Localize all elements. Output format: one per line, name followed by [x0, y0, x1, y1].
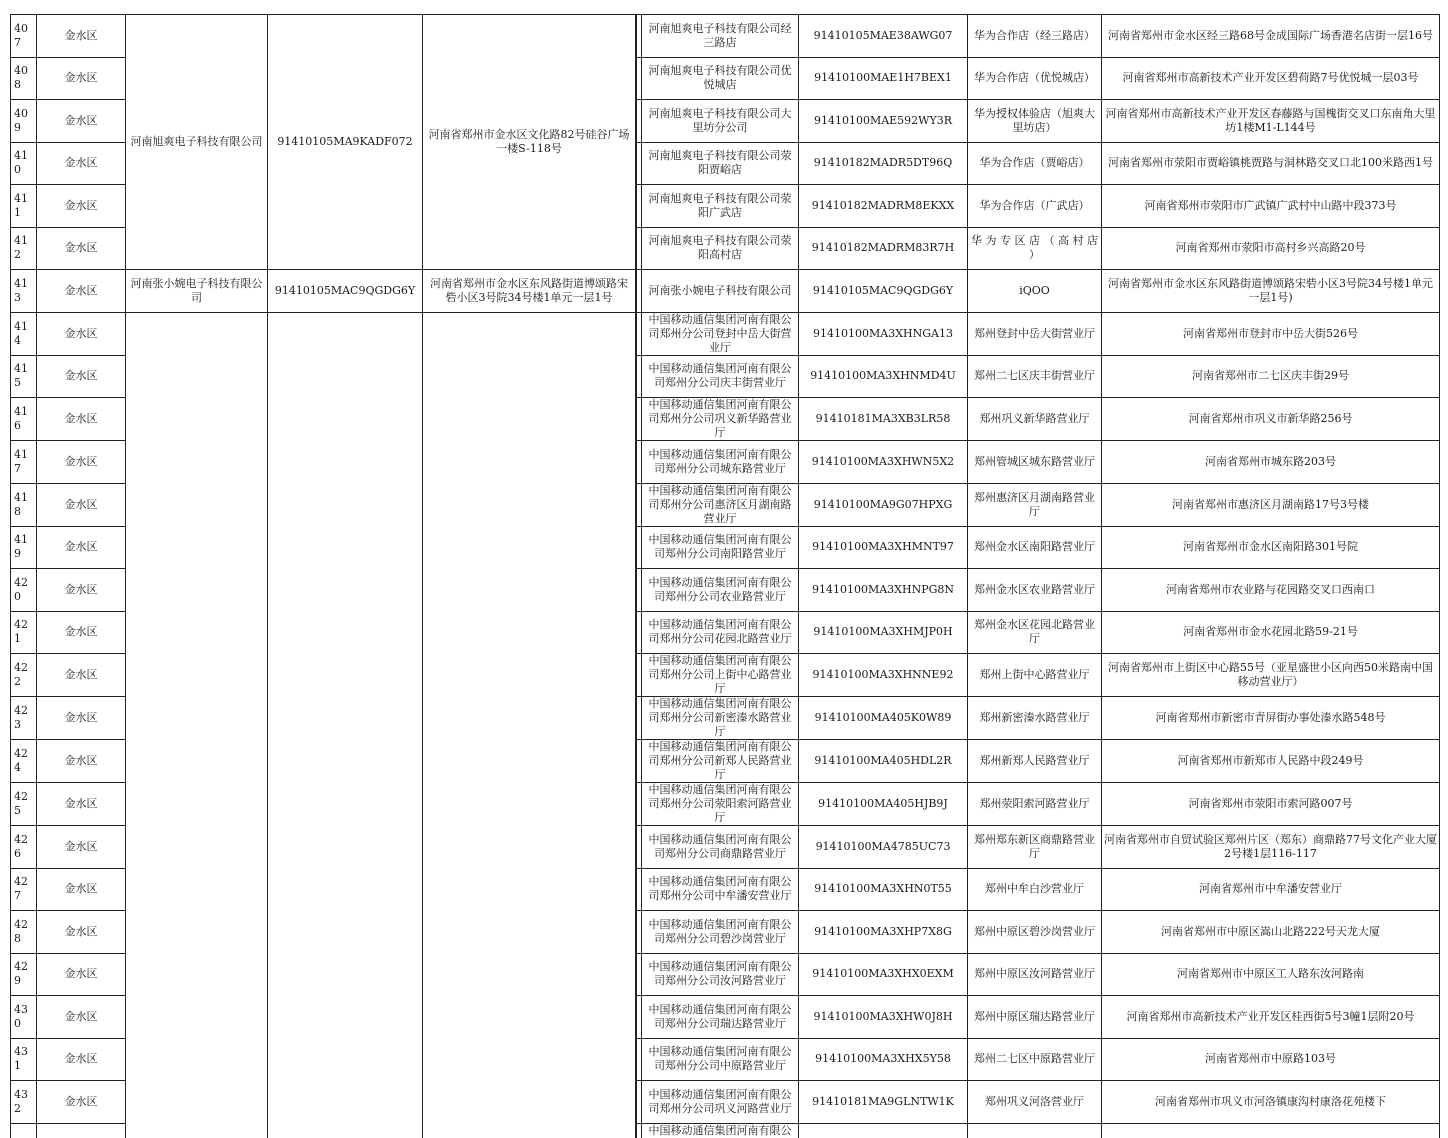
row-number: 422 [10, 654, 37, 697]
store-company-cell: 河南旭爽电子科技有限公司大里坊分公司 [642, 100, 799, 143]
store-name-cell: 郑州新密溱水路营业厅 [968, 697, 1102, 740]
store-name-cell: 郑州巩义新华路营业厅 [968, 398, 1102, 441]
store-company-cell: 中国移动通信集团河南有限公司郑州分公司巩义河路营业厅 [642, 1081, 799, 1124]
store-address-cell: 河南省郑州市荥阳市索河路007号 [1102, 783, 1440, 826]
table-body [10, 14, 1440, 1138]
store-company-cell: 中国移动通信集团河南有限公司郑州分公司巩义新华路营业厅 [642, 398, 799, 441]
store-name-cell: iQOO [968, 270, 1102, 313]
store-credit-code-cell: 91410100MA405HDL2R [799, 740, 968, 783]
row-number: 414 [10, 313, 37, 356]
store-name-cell: 华为合作店（广武店） [968, 185, 1102, 228]
district-cell: 金水区 [37, 654, 126, 697]
row-number: 429 [10, 954, 37, 997]
store-credit-code-cell: 91410182MADRM83R7H [799, 228, 968, 271]
store-credit-code-cell: 91410100MA3XHW0J8H [799, 996, 968, 1039]
store-address-cell: 河南省郑州市新密市青屏街办事处溱水路548号 [1102, 697, 1440, 740]
district-cell: 金水区 [37, 1039, 126, 1082]
store-address-cell: 河南省郑州市中原区嵩山北路222号天龙大厦 [1102, 911, 1440, 954]
district-cell: 金水区 [37, 356, 126, 399]
row-number: 427 [10, 869, 37, 912]
row-number: 420 [10, 569, 37, 612]
store-company-cell: 中国移动通信集团河南有限公司郑州分公司商鼎路营业厅 [642, 826, 799, 869]
district-cell: 金水区 [37, 527, 126, 570]
store-list-table [10, 14, 1440, 1138]
district-cell: 金水区 [37, 869, 126, 912]
row-number: 407 [10, 14, 37, 58]
store-name-cell: 郑州巩义河洛营业厅 [968, 1081, 1102, 1124]
store-name-cell: 郑州金水区南阳路营业厅 [968, 527, 1102, 570]
district-cell: 金水区 [37, 911, 126, 954]
store-credit-code-cell: 91410100MA3XHX5Y58 [799, 1039, 968, 1082]
district-cell: 金水区 [37, 441, 126, 484]
spreadsheet [10, 14, 1440, 1138]
credit-code-cell [268, 313, 423, 1138]
store-credit-code-cell: 91410182MADRM8EKXX [799, 185, 968, 228]
store-name-cell: 华为合作店（贾峪店） [968, 143, 1102, 186]
store-credit-code-cell: 91410100MA405HJB9J [799, 783, 968, 826]
store-company-cell: 中国移动通信集团河南有限公司郑州分公司农业路营业厅 [642, 569, 799, 612]
store-company-cell: 中国移动通信集团河南有限公司郑州分公司荥阳索河路营业厅 [642, 783, 799, 826]
store-name-cell: 华为授权体验店（旭爽大里坊店） [968, 100, 1102, 143]
store-credit-code-cell: 91410105MAE38AWG07 [799, 14, 968, 58]
store-address-cell: 河南省郑州市荥阳市贾峪镇桃贾路与洞林路交叉口北100米路西1号 [1102, 143, 1440, 186]
row-number: 415 [10, 356, 37, 399]
credit-code-cell: 91410105MAC9QGDG6Y [268, 270, 423, 313]
district-cell: 金水区 [37, 740, 126, 783]
store-credit-code-cell: 91410181MA9GLNTW1K [799, 1081, 968, 1124]
row-number: 421 [10, 612, 37, 655]
store-credit-code-cell: 91410100MA3XHNNE92 [799, 654, 968, 697]
store-company-cell: 河南旭爽电子科技有限公司荥阳广武店 [642, 185, 799, 228]
row-number: 432 [10, 1081, 37, 1124]
row-number: 419 [10, 527, 37, 570]
store-company-cell: 中国移动通信集团河南有限公司郑州分公司碧沙岗营业厅 [642, 911, 799, 954]
row-number: 425 [10, 783, 37, 826]
store-credit-code-cell: 91410100MA3XHNMD4U [799, 356, 968, 399]
store-credit-code-cell: 91410100MA9G07HPXG [799, 484, 968, 527]
store-credit-code-cell: 91410100MA3XHNPG8N [799, 569, 968, 612]
store-company-cell: 河南旭爽电子科技有限公司荥阳贾峪店 [642, 143, 799, 186]
store-company-cell: 河南张小婉电子科技有限公司 [642, 270, 799, 313]
row-number: 411 [10, 185, 37, 228]
store-company-cell: 中国移动通信集团河南有限公司郑州分公司惠济区月湖南路营业厅 [642, 484, 799, 527]
store-name-cell: 郑州惠济区月湖南路营业厅 [968, 484, 1102, 527]
store-credit-code-cell: 91410100MA3XHMNT97 [799, 527, 968, 570]
store-credit-code-cell: 91410100MAE592WY3R [799, 100, 968, 143]
store-address-cell: 河南省郑州市农业路与花园路交叉口西南口 [1102, 569, 1440, 612]
store-credit-code-cell: 91410100MA3XHP7X8G [799, 911, 968, 954]
row-number: 417 [10, 441, 37, 484]
row-number: 430 [10, 996, 37, 1039]
store-address-cell: 河南省郑州市金水区东风路街道博颂路宋砦小区3号院34号楼1单元一层1号) [1102, 270, 1440, 313]
store-company-cell: 中国移动通信集团河南有限公司郑州分公司花园北路营业厅 [642, 612, 799, 655]
store-name-cell: 郑州二七区中原路营业厅 [968, 1039, 1102, 1082]
district-cell: 金水区 [37, 612, 126, 655]
district-cell: 金水区 [37, 270, 126, 313]
store-address-cell: 河南省郑州市金水区南阳路301号院 [1102, 527, 1440, 570]
store-address-cell: 河南省郑州市惠济区月湖南路17号3号楼 [1102, 484, 1440, 527]
store-address-cell: 河南省郑州市中原路103号 [1102, 1039, 1440, 1082]
store-address-cell: 河南省郑州市荥阳市高村乡兴高路20号 [1102, 228, 1440, 271]
store-company-cell: 中国移动通信集团河南有限公司郑州分公司瑞达路营业厅 [642, 996, 799, 1039]
table-row [10, 270, 1440, 313]
store-name-cell: 郑州中牟白沙营业厅 [968, 869, 1102, 912]
store-credit-code-cell: 91410100MA3XHMJP0H [799, 612, 968, 655]
store-address-cell [1102, 1124, 1440, 1138]
store-credit-code-cell: 91410100MAE1H7BEX1 [799, 58, 968, 101]
store-name-cell: 郑州新郑人民路营业厅 [968, 740, 1102, 783]
store-name-cell: 郑州登封中岳大街营业厅 [968, 313, 1102, 356]
store-company-cell: 河南旭爽电子科技有限公司经三路店 [642, 14, 799, 58]
district-cell: 金水区 [37, 1081, 126, 1124]
row-number: 424 [10, 740, 37, 783]
store-name-cell: 郑州荥阳索河路营业厅 [968, 783, 1102, 826]
store-company-cell: 中国移动通信集团河南有限公司郑州分公司新郑人民路营业厅 [642, 740, 799, 783]
company-cell [126, 313, 268, 1138]
table-row [10, 313, 1440, 356]
store-company-cell: 中国移动通信集团河南有限公司郑州分公司上街中心路营业厅 [642, 654, 799, 697]
store-address-cell: 河南省郑州市金水花园北路59-21号 [1102, 612, 1440, 655]
store-name-cell: 郑州金水区花园北路营业厅 [968, 612, 1102, 655]
district-cell: 金水区 [37, 484, 126, 527]
store-company-cell: 中国移动通信集团河南有限公司郑州分公司登封中岳大街营业厅 [642, 313, 799, 356]
district-cell: 金水区 [37, 228, 126, 271]
store-name-cell: 郑州中原区汝河路营业厅 [968, 954, 1102, 997]
store-credit-code-cell: 91410100MA3XHN0T55 [799, 869, 968, 912]
store-address-cell: 河南省郑州市二七区庆丰街29号 [1102, 356, 1440, 399]
store-credit-code-cell: 91410100MA4785UC73 [799, 826, 968, 869]
company-cell: 河南旭爽电子科技有限公司 [126, 14, 268, 270]
store-company-cell: 中国移动通信集团河南有限公 [642, 1124, 799, 1138]
store-address-cell: 河南省郑州市自贸试验区郑州片区（郑东）商鼎路77号文化产业大厦2号楼1层116-117 [1102, 826, 1440, 869]
store-credit-code-cell: 91410100MA405K0W89 [799, 697, 968, 740]
row-number: 410 [10, 143, 37, 186]
company-address-cell: 河南省郑州市金水区文化路82号硅谷广场一楼S-118号 [423, 14, 636, 270]
store-company-cell: 中国移动通信集团河南有限公司郑州分公司新密溱水路营业厅 [642, 697, 799, 740]
store-company-cell: 中国移动通信集团河南有限公司郑州分公司汝河路营业厅 [642, 954, 799, 997]
store-address-cell: 河南省郑州市城东路203号 [1102, 441, 1440, 484]
store-name-cell: 郑州二七区庆丰街营业厅 [968, 356, 1102, 399]
row-number: 408 [10, 58, 37, 101]
store-name-cell: 华为合作店（优悦城店） [968, 58, 1102, 101]
store-credit-code-cell: 91410182MADR5DT96Q [799, 143, 968, 186]
store-company-cell: 河南旭爽电子科技有限公司优悦城店 [642, 58, 799, 101]
store-address-cell: 河南省郑州市金水区经三路68号金成国际广场香港名店街一层16号 [1102, 14, 1440, 58]
row-number: 426 [10, 826, 37, 869]
district-cell: 金水区 [37, 996, 126, 1039]
store-name-cell [968, 1124, 1102, 1138]
store-address-cell: 河南省郑州市上街区中心路55号（亚星盛世小区向西50米路南中国移动营业厅） [1102, 654, 1440, 697]
store-address-cell: 河南省郑州市中原区工人路东汝河路南 [1102, 954, 1440, 997]
district-cell: 金水区 [37, 185, 126, 228]
store-company-cell: 中国移动通信集团河南有限公司郑州分公司南阳路营业厅 [642, 527, 799, 570]
store-credit-code-cell: 91410100MA3XHWN5X2 [799, 441, 968, 484]
company-address-cell [423, 313, 636, 1138]
district-cell [37, 1124, 126, 1138]
district-cell: 金水区 [37, 143, 126, 186]
store-company-cell: 中国移动通信集团河南有限公司郑州分公司中牟潘安营业厅 [642, 869, 799, 912]
row-number: 416 [10, 398, 37, 441]
store-name-cell: 华为合作店（经三路店） [968, 14, 1102, 58]
store-name-cell: 郑州金水区农业路营业厅 [968, 569, 1102, 612]
store-credit-code-cell: 91410100MA3XHNGA13 [799, 313, 968, 356]
row-number: 409 [10, 100, 37, 143]
store-address-cell: 河南省郑州市高新技术产业开发区碧荷路7号优悦城一层03号 [1102, 58, 1440, 101]
company-address-cell: 河南省郑州市金水区东风路街道博颂路宋砦小区3号院34号楼1单元一层1号 [423, 270, 636, 313]
district-cell: 金水区 [37, 697, 126, 740]
district-cell: 金水区 [37, 826, 126, 869]
row-number: 412 [10, 228, 37, 271]
row-number [10, 1124, 37, 1138]
store-address-cell: 河南省郑州市高新技术产业开发区春藤路与国槐街交叉口东南角大里坊1楼M1-L144号 [1102, 100, 1440, 143]
store-address-cell: 河南省郑州市中牟潘安营业厅 [1102, 869, 1440, 912]
row-number: 428 [10, 911, 37, 954]
store-name-cell: 华 为 专 区 店 （ 高 村 店 ） [968, 228, 1102, 271]
credit-code-cell: 91410105MA9KADF072 [268, 14, 423, 270]
store-name-cell: 郑州管城区城东路营业厅 [968, 441, 1102, 484]
table-row [10, 14, 1440, 58]
district-cell: 金水区 [37, 783, 126, 826]
district-cell: 金水区 [37, 100, 126, 143]
store-name-cell: 郑州郑东新区商鼎路营业厅 [968, 826, 1102, 869]
district-cell: 金水区 [37, 954, 126, 997]
district-cell: 金水区 [37, 58, 126, 101]
row-number: 413 [10, 270, 37, 313]
store-company-cell: 河南旭爽电子科技有限公司荥阳高村店 [642, 228, 799, 271]
store-credit-code-cell: 91410100MA3XHX0EXM [799, 954, 968, 997]
store-credit-code-cell: 91410105MAC9QGDG6Y [799, 270, 968, 313]
store-address-cell: 河南省郑州市荥阳市广武镇广武村中山路中段373号 [1102, 185, 1440, 228]
store-name-cell: 郑州上街中心路营业厅 [968, 654, 1102, 697]
store-address-cell: 河南省郑州市登封市中岳大街526号 [1102, 313, 1440, 356]
store-name-cell: 郑州中原区瑞达路营业厅 [968, 996, 1102, 1039]
district-cell: 金水区 [37, 313, 126, 356]
store-company-cell: 中国移动通信集团河南有限公司郑州分公司城东路营业厅 [642, 441, 799, 484]
company-cell: 河南张小婉电子科技有限公司 [126, 270, 268, 313]
district-cell: 金水区 [37, 398, 126, 441]
store-credit-code-cell: 91410181MA3XB3LR58 [799, 398, 968, 441]
store-address-cell: 河南省郑州市高新技术产业开发区桂西街5号3幢1层附20号 [1102, 996, 1440, 1039]
row-number: 431 [10, 1039, 37, 1082]
store-company-cell: 中国移动通信集团河南有限公司郑州分公司中原路营业厅 [642, 1039, 799, 1082]
district-cell: 金水区 [37, 569, 126, 612]
row-number: 418 [10, 484, 37, 527]
district-cell: 金水区 [37, 14, 126, 58]
store-company-cell: 中国移动通信集团河南有限公司郑州分公司庆丰街营业厅 [642, 356, 799, 399]
store-address-cell: 河南省郑州市新郑市人民路中段249号 [1102, 740, 1440, 783]
store-credit-code-cell [799, 1124, 968, 1138]
row-number: 423 [10, 697, 37, 740]
store-address-cell: 河南省郑州市巩义市河洛镇康沟村康洛花苑楼下 [1102, 1081, 1440, 1124]
store-name-cell: 郑州中原区碧沙岗营业厅 [968, 911, 1102, 954]
store-address-cell: 河南省郑州市巩义市新华路256号 [1102, 398, 1440, 441]
